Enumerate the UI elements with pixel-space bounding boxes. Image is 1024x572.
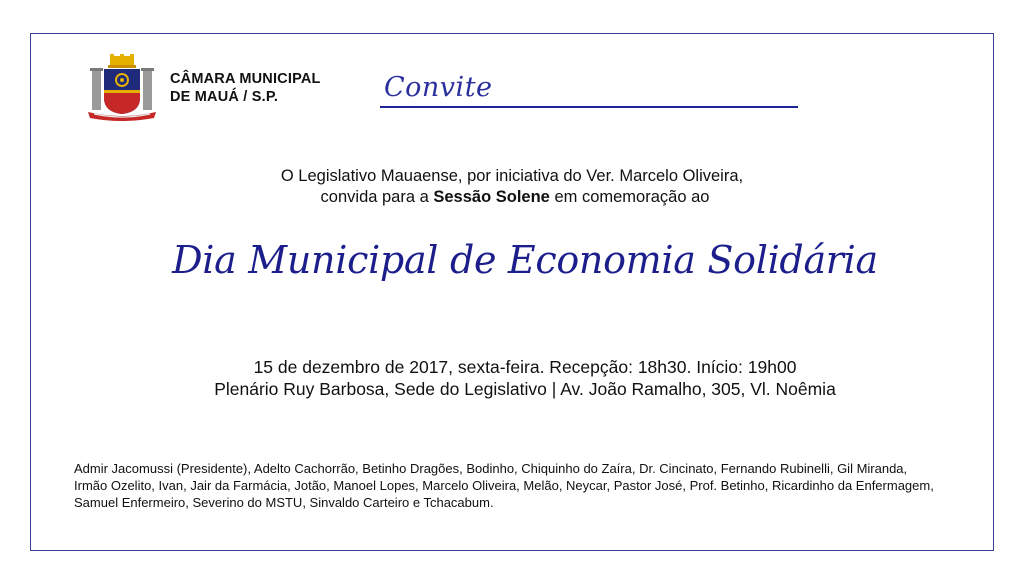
coat-of-arms-logo: [86, 54, 158, 122]
organization-name-line2: DE MAUÁ / S.P.: [170, 89, 279, 105]
invitation-label-underline: [380, 106, 798, 108]
intro-line2-before: convida para a: [320, 188, 434, 206]
event-details: [0, 356, 1024, 400]
event-date-time: 15 de dezembro de 2017, sexta-feira. Recepção: 18h30. Início: 19h00: [253, 357, 797, 377]
intro-line1: O Legislativo Mauaense, por iniciativa do Ver. Marcelo Oliveira,: [280, 167, 744, 185]
intro-line2: [0, 187, 1024, 208]
council-members-list: Admir Jacomussi (Presidente), Adelto Cachorrão, Betinho Dragões, Bodinho, Chiquinho do Zaíra, Dr. Cincinato, Fernando Rubinelli, Gil Miranda, Irmão Ozelito, Ivan, Jair da Farmácia, Jotão, Manoel Lopes, Marcelo Oliveira, Melão, Neycar, Pastor José, Prof. Betinho, Ricardinho da Enfermagem, Samuel Enfermeiro, Severino do MSTU, Sinvaldo Carteiro e Tchacabum.: [74, 461, 934, 510]
invitation-intro: [0, 166, 1024, 208]
intro-line2-after: em comemoração ao: [549, 188, 710, 206]
event-venue: Plenário Ruy Barbosa, Sede do Legislativo | Av. João Ramalho, 305, Vl. Noêmia: [214, 379, 836, 399]
invitation-label: Convite: [384, 72, 493, 103]
session-type: Sessão Solene: [433, 188, 550, 206]
organization-name-line1: CÂMARA MUNICIPAL: [170, 71, 321, 87]
event-headline: Dia Municipal de Economia Solidária: [172, 238, 878, 282]
organization-name: [170, 70, 321, 106]
